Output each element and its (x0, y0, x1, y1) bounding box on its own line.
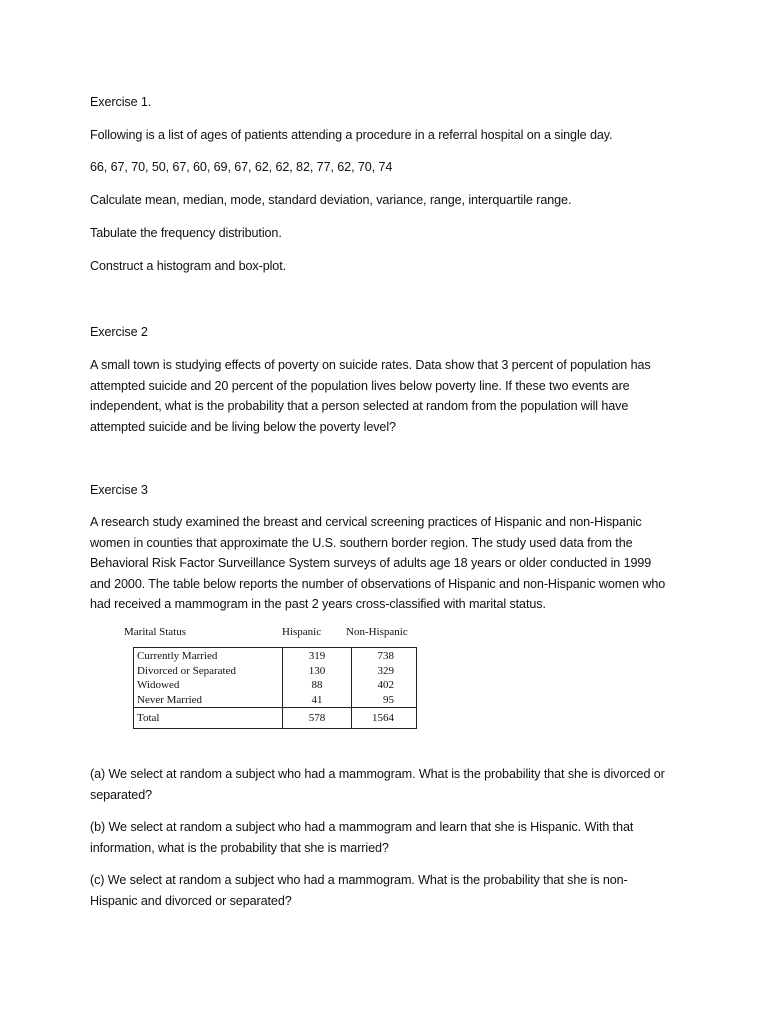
table-header (124, 626, 424, 644)
question-a: (a) We select at random a subject who had a mammogram. What is the probability that she is divorced or separated? (90, 767, 665, 802)
exercise-2-body: A small town is studying effects of poverty on suicide rates. Data show that 3 percent of population has attempted suicide and 20 percent of the population lives below poverty line. If these two events are independent, what is the probability that a person selected at random from the population will have attempted suicide and be living below the poverty level? (90, 358, 651, 434)
non-hispanic-total: 1564 (352, 708, 417, 729)
table-row (134, 693, 417, 708)
exercise-3-body: A research study examined the breast and cervical screening practices of Hispanic and non-Hispanic women in counties that approximate the U.S. southern border region. The study used data from the Behavioral Risk Factor Surveillance System surveys of adults age 18 years or older conducted in 1999 and 2000. The table below reports the number of observations of Hispanic and non-Hispanic women who had received a mammogram in the past 2 years cross-classified with marital status. (90, 515, 666, 611)
non-hispanic-value: 402 (352, 678, 417, 693)
marital-status-table (124, 626, 424, 724)
header-non-hispanic: Non-Hispanic (346, 626, 408, 638)
header-hispanic: Hispanic (282, 626, 322, 638)
row-label: Never Married (134, 693, 283, 708)
hispanic-value: 130 (283, 664, 352, 679)
exercise-3-title: Exercise 3 (90, 483, 148, 497)
table-body (133, 647, 417, 729)
hispanic-value: 41 (283, 693, 352, 708)
table-row (134, 678, 417, 693)
exercise-1-intro: Following is a list of ages of patients attending a procedure in a referral hospital on a single day. (90, 128, 613, 142)
hispanic-total: 578 (283, 708, 352, 729)
exercise-1-task-histogram: Construct a histogram and box-plot. (90, 259, 287, 273)
non-hispanic-value: 329 (352, 664, 417, 679)
table-total-row (134, 708, 417, 729)
hispanic-value: 319 (283, 648, 352, 664)
row-label: Widowed (134, 678, 283, 693)
question-c: (c) We select at random a subject who had a mammogram. What is the probability that she is non-Hispanic and divorced or separated? (90, 873, 628, 908)
hispanic-value: 88 (283, 678, 352, 693)
total-label: Total (134, 708, 283, 729)
table-row (134, 664, 417, 679)
exercise-1-ages: 66, 67, 70, 50, 67, 60, 69, 67, 62, 62, 82, 77, 62, 70, 74 (90, 160, 393, 174)
exercise-1-task-frequency: Tabulate the frequency distribution. (90, 226, 282, 240)
table-row (134, 648, 417, 664)
non-hispanic-value: 738 (352, 648, 417, 664)
non-hispanic-value: 95 (352, 693, 417, 708)
exercise-1-title: Exercise 1. (90, 95, 152, 109)
row-label: Currently Married (134, 648, 283, 664)
question-b: (b) We select at random a subject who had a mammogram and learn that she is Hispanic. With that information, what is the probability that she is married? (90, 820, 634, 855)
exercise-2-title: Exercise 2 (90, 325, 148, 339)
row-label: Divorced or Separated (134, 664, 283, 679)
exercise-1-task-stats: Calculate mean, median, mode, standard deviation, variance, range, interquartile range. (90, 193, 572, 207)
header-marital-status: Marital Status (124, 626, 187, 638)
